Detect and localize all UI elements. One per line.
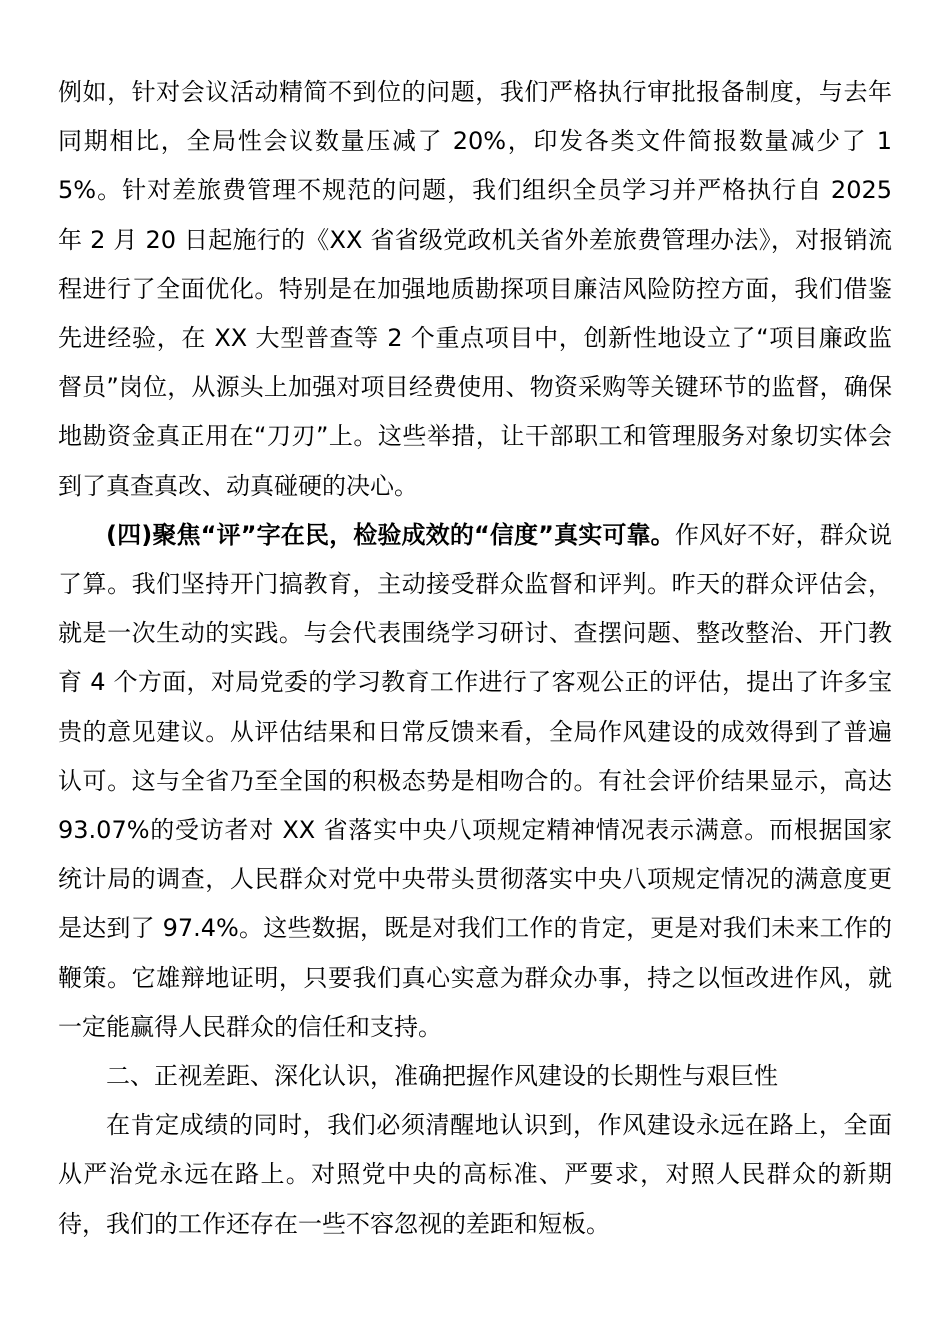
chapter-two-heading: 二、正视差距、深化认识，准确把握作风建设的长期性与艰巨性 (106, 1062, 778, 1091)
document-body (58, 68, 892, 1249)
paragraph-section-four (58, 511, 892, 1052)
section-four-body: 作风好不好，群众说了算。我们坚持开门搞教育，主动接受群众监督和评判。昨天的群众评估会，就是一次生动的实践。与会代表围绕学习研讨、查摆问题、整改整治、开门教育 4 个方面，对局党委的学习教育工作进行了客观公正的评估，提出了许多宝贵的意见建议。从评估结果和日常反馈来看，全局作风建设的成效得到了普遍认可。这与全省乃至全国的积极态势是相吻合的。有社会评价结果显示，高达 93.07%的受访者对 XX 省落实中央八项规定精神情况表示满意。而根据国家统计局的调查，人民群众对党中央带头贯彻落实中央八项规定情况的满意度更是达到了 97.4%。这些数据，既是对我们工作的肯定，更是对我们未来工作的鞭策。它雄辩地证明，只要我们真心实意为群众办事，持之以恒改进作风，就一定能赢得人民群众的信任和支持。 (58, 520, 893, 1041)
section-four-heading: (四)聚焦“评”字在民，检验成效的“信度”真实可靠。 (106, 520, 675, 549)
paragraph-continuation: 例如，针对会议活动精简不到位的问题，我们严格执行审批报备制度，与去年同期相比，全局性会议数量压减了 20%，印发各类文件简报数量减少了 15%。针对差旅费管理不规范的问题，我们组织全员学习并严格执行自 2025 年 2 月 20 日起施行的《XX 省省级党政机关省外差旅费管理办法》，对报销流程进行了全面优化。特别是在加强地质勘探项目廉洁风险防控方面，我们借鉴先进经验，在 XX 大型普查等 2 个重点项目中，创新性地设立了“项目廉政监督员”岗位，从源头上加强对项目经费使用、物资采购等关键环节的监督，确保地勘资金真正用在“刀刃”上。这些举措，让干部职工和管理服务对象切实体会到了真查真改、动真碰硬的决心。 (58, 78, 892, 500)
paragraph-chapter-two-intro: 在肯定成绩的同时，我们必须清醒地认识到，作风建设永远在路上，全面从严治党永远在路上。对照党中央的高标准、严要求，对照人民群众的新期待，我们的工作还存在一些不容忽视的差距和短板。 (58, 1111, 892, 1238)
